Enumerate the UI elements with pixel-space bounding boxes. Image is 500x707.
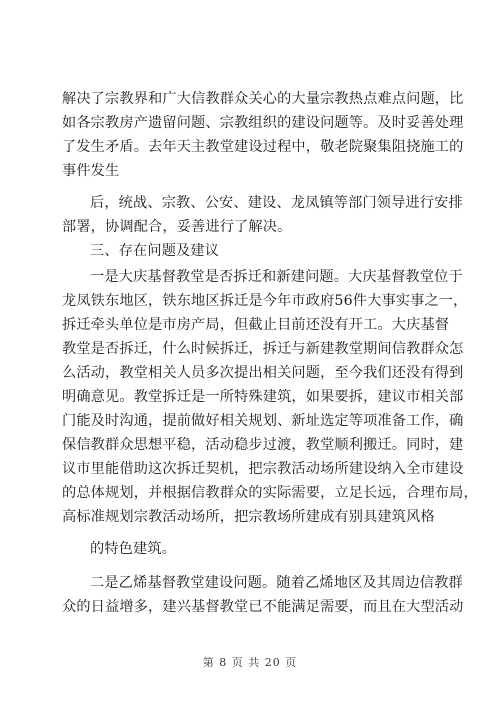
text-line: 的总体规划，并根据信教群众的实际需要，立足长远，合理布局，	[62, 485, 478, 501]
text-line: 部署，协调配合，妥善进行了解决。	[62, 219, 292, 235]
text-line: 后，统战、宗教、公安、建设、龙凤镇等部门领导进行安排	[90, 195, 463, 211]
page-number-label: 第 8 页 共 20 页	[202, 656, 298, 669]
text-line: 门能及时沟通，提前做好相关规划、新址选定等项准备工作，确	[62, 413, 464, 429]
section-heading: 三、存在问题及建议	[90, 243, 220, 259]
text-line: 如各宗教房产遗留问题、宗教组织的建设问题等。及时妥善处理	[62, 115, 464, 131]
page-footer	[0, 654, 500, 670]
text-line: 么活动，教堂相关人员多次提出相关问题，至今我们还没有得到	[62, 365, 464, 381]
text-line: 保信教群众思想平稳，活动稳步过渡，教堂顺利搬迁。同时，建	[62, 437, 464, 453]
text-line: 二是乙烯基督教堂建设问题。随着乙烯地区及其周边信教群	[90, 575, 463, 591]
text-line: 教堂是否拆迁，什么时候拆迁，拆迁与新建教堂期间信教群众怎	[62, 341, 464, 357]
text-line: 的特色建筑。	[90, 541, 177, 557]
text-line: 了发生矛盾。去年天主教堂建设过程中，敬老院聚集阻挠施工的	[62, 139, 464, 155]
text-line: 解决了宗教界和广大信教群众关心的大量宗教热点难点问题，比	[62, 91, 464, 107]
text-line: 一是大庆基督教堂是否拆迁和新建问题。大庆基督教堂位于	[90, 269, 463, 285]
text-line: 龙凤铁东地区，铁东地区拆迁是今年市政府56件大事实事之一，	[62, 293, 468, 309]
text-line: 拆迁牵头单位是市房产局，但截止目前还没有开工。大庆基督	[62, 317, 450, 333]
text-line: 事件发生	[62, 163, 120, 179]
text-line: 议市里能借助这次拆迁契机，把宗教活动场所建设纳入全市建设	[62, 461, 464, 477]
text-line: 明确意见。教堂拆迁是一所特殊建筑，如果要拆，建议市相关部	[62, 389, 464, 405]
text-line: 高标准规划宗教活动场所，把宗教场所建成有别具建筑风格	[62, 509, 435, 525]
text-line: 众的日益增多，建兴基督教堂已不能满足需要，而且在大型活动	[62, 599, 464, 615]
